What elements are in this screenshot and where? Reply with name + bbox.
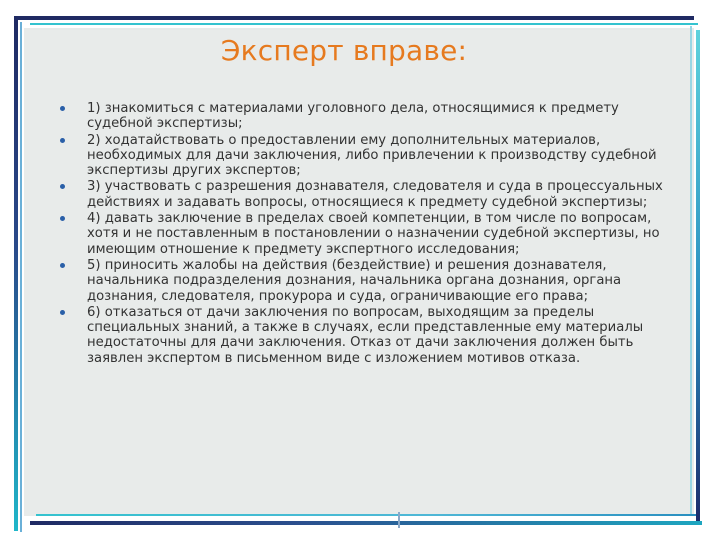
frame-top-line [14,16,694,20]
list-item [50,133,670,179]
frame-right-accent-line [690,26,692,516]
list-item-text: 1) знакомиться с материалами уголовного дела, относящимися к предмету судебной экспертизы; [87,101,619,132]
slide-title: Эксперт вправе: [220,34,468,67]
list-item [50,258,670,304]
bullet-icon [60,106,65,111]
list-item-text: 4) давать заключение в пределах своей компетенции, в том числе по вопросам, хотя и не поставленным в постановлении о назначении судебной экспертизы, но имеющим отношение к предмету экспертного исследования; [87,211,660,257]
list-item [50,179,670,210]
frame-left-line [14,16,18,531]
list-item-text: 3) участвовать с разрешения дознавателя, следователя и суда в процессуальных действиях и задавать вопросы, относящиеся к предмету судебной экспертизы; [87,179,663,210]
list-item [50,305,670,366]
frame-left-accent-line [20,22,22,532]
bullet-icon [60,310,65,315]
frame-bottom-tick [398,512,400,528]
list-item-text: 6) отказаться от дачи заключения по вопросам, выходящим за пределы специальных знаний, а также в случаях, если представленные ему материалы недостаточны для дачи заключения. Отказ от дачи заключения должен быть заявлен экспертом в письменном виде с изложением мотивов отказа. [87,304,644,366]
bullet-icon [60,184,65,189]
rights-list [50,101,670,367]
bullet-icon [60,263,65,268]
bullet-icon [60,216,65,221]
frame-bottom-line [30,521,702,525]
bullet-icon [60,138,65,143]
list-item [50,101,670,132]
frame-right-line [696,30,700,524]
list-item-text: 2) ходатайствовать о предоставлении ему дополнительных материалов, необходимых для дачи заключения, либо привлечении к производству судебной экспертизы других экспертов; [87,132,657,179]
list-item-text: 5) приносить жалобы на действия (бездействие) и решения дознавателя, начальника подразделения дознания, начальника органа дознания, органа дознания, следователя, прокурора и суда, ограничивающие его права; [87,257,622,304]
frame-top-accent-line [30,23,698,25]
list-item [50,211,670,257]
frame-bottom-accent-line [36,514,696,516]
